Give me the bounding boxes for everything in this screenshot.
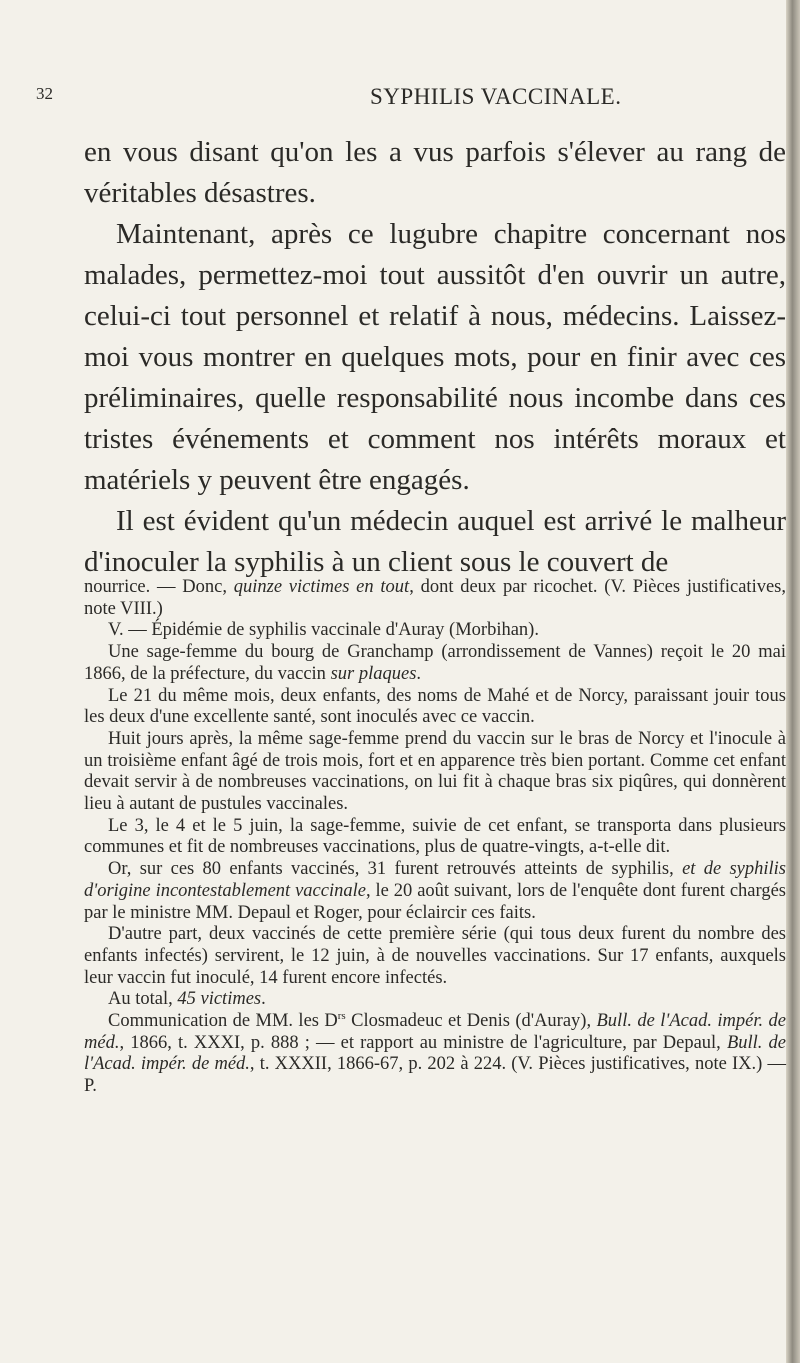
running-title: SYPHILIS VACCINALE. [370,84,622,109]
footnote-paragraph: Le 21 du même mois, deux enfants, des noms de Mahé et de Norcy, paraissant jouir tous les deux d'une excellente santé, sont inoculés avec ce vaccin. [84,685,786,728]
footnote-paragraph: Le 3, le 4 et le 5 juin, la sage-femme, suivie de cet enfant, se transporta dans plusieurs communes et fit de nombreuses vaccinations, plus de quatre-vingts, a-t-elle dit. [84,815,786,858]
footnote-paragraph: D'autre part, deux vaccinés de cette première série (qui tous deux furent du nombre des enfants infectés) servirent, le 12 juin, à de nouvelles vaccinations. Sur 17 enfants, auxquels leur vaccin fut inoculé, 14 furent encore infectés. [84,924,786,988]
footnote-paragraph: Huit jours après, la même sage-femme prend du vaccin sur le bras de Norcy et l'inocule à un troisième enfant âgé de trois mois, fort et en apparence très bien portant. Comme cet enfant devait servir à de nombreuses vaccinations, on lui fit à chaque bras six piqûres, qui donnèrent lieu à autant de pustules vaccinales. [84,728,786,815]
footnote-block [84,577,786,1098]
footnote-paragraph: V. — Épidémie de syphilis vaccinale d'Auray (Morbihan). [108,620,539,641]
footnote-paragraph: Au total, 45 victimes. [108,989,266,1010]
footnote-paragraph: nourrice. — Donc, quinze victimes en tout, dont deux par ricochet. (V. Pièces justificatives, note VIII.) [84,577,786,619]
footnote-paragraph: Une sage-femme du bourg de Granchamp (arrondissement de Vannes) reçoit le 20 mai 1866, de la préfecture, du vaccin sur plaques. [84,642,786,684]
main-paragraph: Il est évident qu'un médecin auquel est arrivé le malheur d'inoculer la syphilis à un client sous le couvert de [84,505,786,578]
footnote-paragraph: Or, sur ces 80 enfants vaccinés, 31 furent retrouvés atteints de syphilis, et de syphilis d'origine incontestablement vaccinale, le 20 août suivant, lors de l'enquête dont furent chargés par le ministre MM. Depaul et Roger, pour éclaircir ces faits. [84,859,787,923]
footnote-paragraph: Communication de MM. les $D^{rs}$ Closmadeuc et Denis (d'Auray), Bull. de l'Acad. impér. de méd., 1866, t. XXXI, p. 888 ; — et rapport au ministre de l'agriculture, par Depaul, Bull. de l'Acad. impér. de méd., t. XXXII, 1866-67, p. 202 à 224. (V. Pièces justificatives, note IX.) — P. [84,1009,786,1097]
page-number: 32 [36,84,53,103]
main-paragraph: en vous disant qu'on les a vus parfois s'élever au rang de véritables désastres. [84,136,786,209]
main-text [84,132,786,583]
page-edge-shadow [786,0,800,1363]
main-paragraph: Maintenant, après ce lugubre chapitre concernant nos malades, permettez-moi tout aussitôt d'en ouvrir un autre, celui-ci tout personnel et relatif à nous, médecins. Laissez-moi vous montrer en quelques mots, pour en finir avec ces préliminaires, quelle responsabilité nous incombe dans ces tristes événements et comment nos intérêts moraux et matériels y peuvent être engagés. [84,218,786,496]
